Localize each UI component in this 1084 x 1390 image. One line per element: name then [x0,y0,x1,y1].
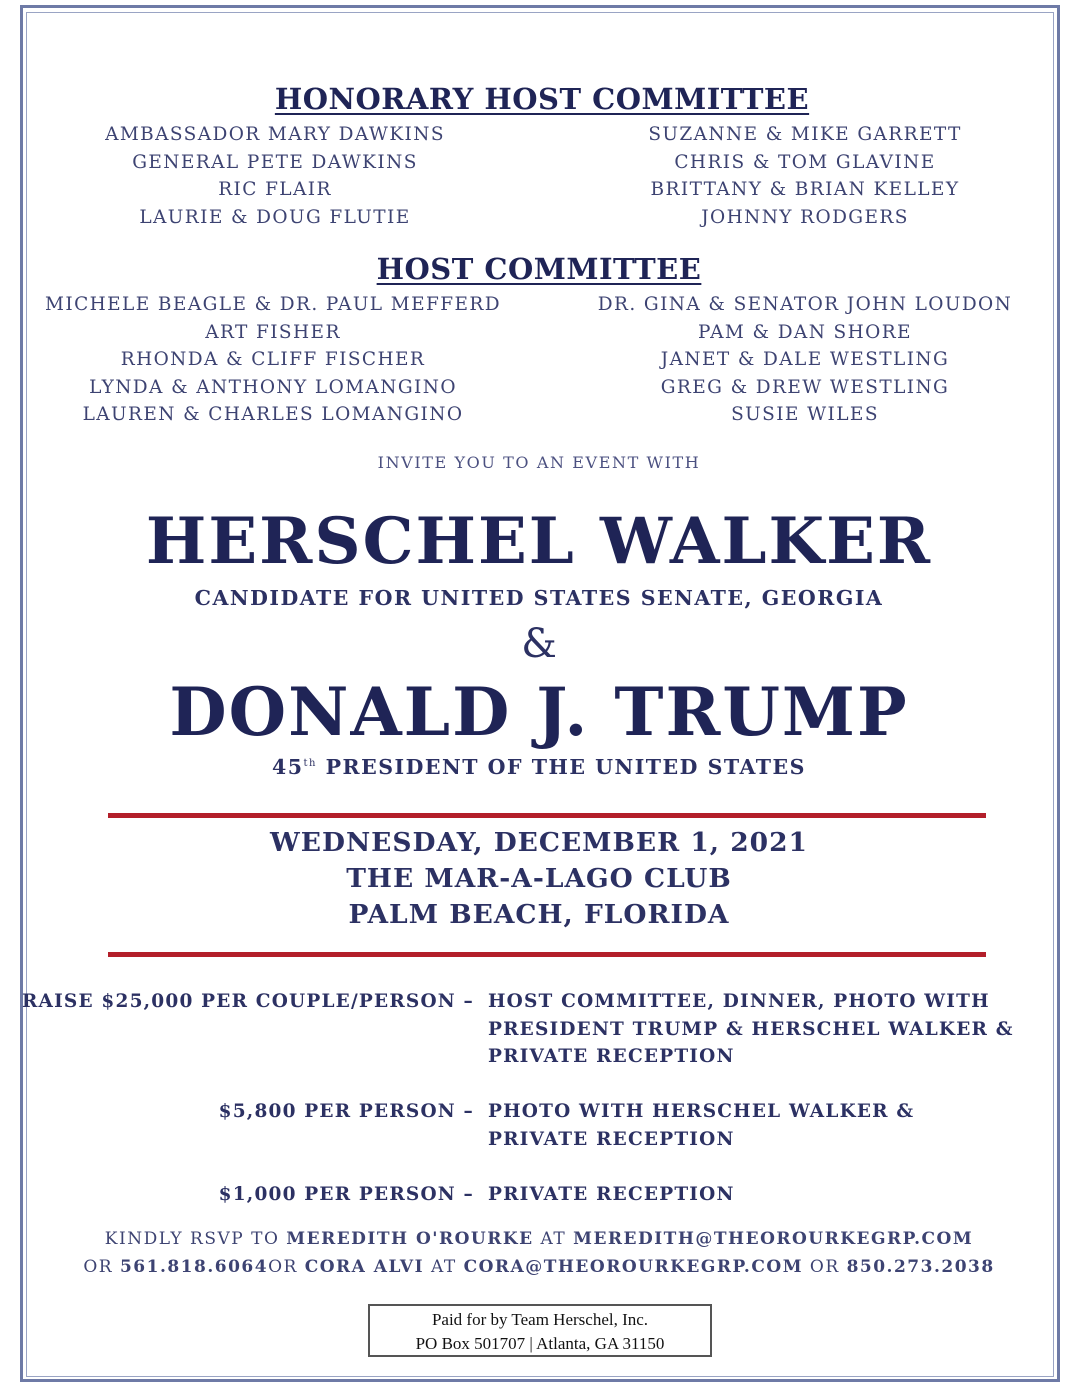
divider-rule-top [108,813,986,818]
rsvp-text: OR [83,1257,120,1277]
tier-benefits [488,1181,735,1209]
committee-member: JOHNNY RODGERS [701,206,909,228]
rsvp-contact-name: MEREDITH O'ROURKE [286,1229,534,1249]
event-details [0,825,1078,933]
guest2-title [0,755,1078,779]
committee-member: ART FISHER [205,321,341,343]
paid-for-by-address: PO Box 501707 | Atlanta, GA 31150 [415,1334,665,1353]
committee-member: SUSIE WILES [731,404,879,425]
committee-member: JANET & DALE WESTLING [660,349,950,370]
committee-member: LAUREN & CHARLES LOMANGINO [82,404,464,425]
guest2-name: DONALD J. TRUMP [169,673,909,751]
honorary-committee-heading: HONORARY HOST COMMITTEE [274,82,810,116]
guest1-title: CANDIDATE FOR UNITED STATES SENATE, GEORGIA [194,586,884,610]
tier-benefit-line: PRIVATE RECEPTION [488,1128,735,1150]
host-committee-right-list [580,291,1030,429]
rsvp-text: OR [803,1257,847,1277]
committee-member: MICHELE BEAGLE & DR. PAUL MEFFERD [45,294,501,315]
committee-member: RHONDA & CLIFF FISCHER [120,349,426,370]
committee-member: LAURIE & DOUG FLUTIE [139,206,411,228]
rsvp-contact-name: CORA ALVI [304,1257,425,1277]
committee-member: GREG & DREW WESTLING [660,376,950,398]
divider-rule-bottom [108,952,986,957]
rsvp-text: AT [424,1257,464,1277]
event-city: PALM BEACH, FLORIDA [348,899,730,930]
committee-member: LYNDA & ANTHONY LOMANGINO [89,376,457,398]
committee-member: CHRIS & TOM GLAVINE [674,151,936,173]
tier-benefits [488,988,1014,1071]
rsvp-text: KINDLY RSVP TO [104,1229,287,1249]
guest2-title-number: 45 [272,755,304,779]
rsvp-text: AT [533,1229,574,1249]
event-date: WEDNESDAY, DECEMBER 1, 2021 [270,827,808,858]
paid-for-by-line: Paid for by Team Herschel, Inc. [431,1310,649,1329]
host-committee-heading: HOST COMMITTEE [376,252,702,286]
committee-member: AMBASSADOR MARY DAWKINS [105,124,445,145]
rsvp-line-2 [0,1253,1078,1281]
tier-benefit-line: PRESIDENT TRUMP & HERSCHEL WALKER & [488,1018,1014,1040]
host-committee-left-list [28,291,518,429]
ampersand: & [521,621,557,667]
tier-amount: $1,000 PER PERSON – [218,1184,474,1205]
honorary-committee-left-list [75,121,475,231]
rsvp-phone: 850.273.2038 [846,1257,995,1277]
tier-amount: RAISE $25,000 PER COUPLE/PERSON – [21,991,474,1012]
tier-benefit-line: PHOTO WITH HERSCHEL WALKER & [488,1101,915,1122]
rsvp-email: CORA@THEOROURKEGRP.COM [463,1257,804,1277]
committee-member: PAM & DAN SHORE [698,321,912,343]
tier-benefit-line: PRIVATE RECEPTION [488,1046,735,1067]
rsvp-phone: 561.818.6064 [119,1257,269,1277]
guest1-name: HERSCHEL WALKER [145,504,933,579]
invite-text: INVITE YOU TO AN EVENT WITH [377,453,701,472]
tier-benefit-line: PRIVATE RECEPTION [488,1184,735,1205]
tier-benefit-line: HOST COMMITTEE, DINNER, PHOTO WITH [488,991,990,1012]
event-venue: THE MAR-A-LAGO CLUB [346,863,732,894]
committee-member: DR. GINA & SENATOR JOHN LOUDON [597,294,1013,315]
committee-member: RIC FLAIR [218,179,332,200]
committee-member: SUZANNE & MIKE GARRETT [648,124,962,145]
tier-amount: $5,800 PER PERSON – [218,1101,474,1122]
rsvp-text: OR [268,1257,305,1277]
guest2-title-text: PRESIDENT OF THE UNITED STATES [317,755,806,779]
guest2-title-suffix: th [303,758,317,770]
committee-member: BRITTANY & BRIAN KELLEY [650,179,960,200]
tier-benefits [488,1098,914,1153]
rsvp-line-1 [0,1225,1078,1253]
rsvp-block [0,1225,1078,1281]
committee-member: GENERAL PETE DAWKINS [132,151,418,173]
rsvp-email: MEREDITH@THEOROURKEGRP.COM [573,1229,974,1249]
paid-for-by-box [368,1304,712,1357]
honorary-committee-right-list [600,121,1010,231]
